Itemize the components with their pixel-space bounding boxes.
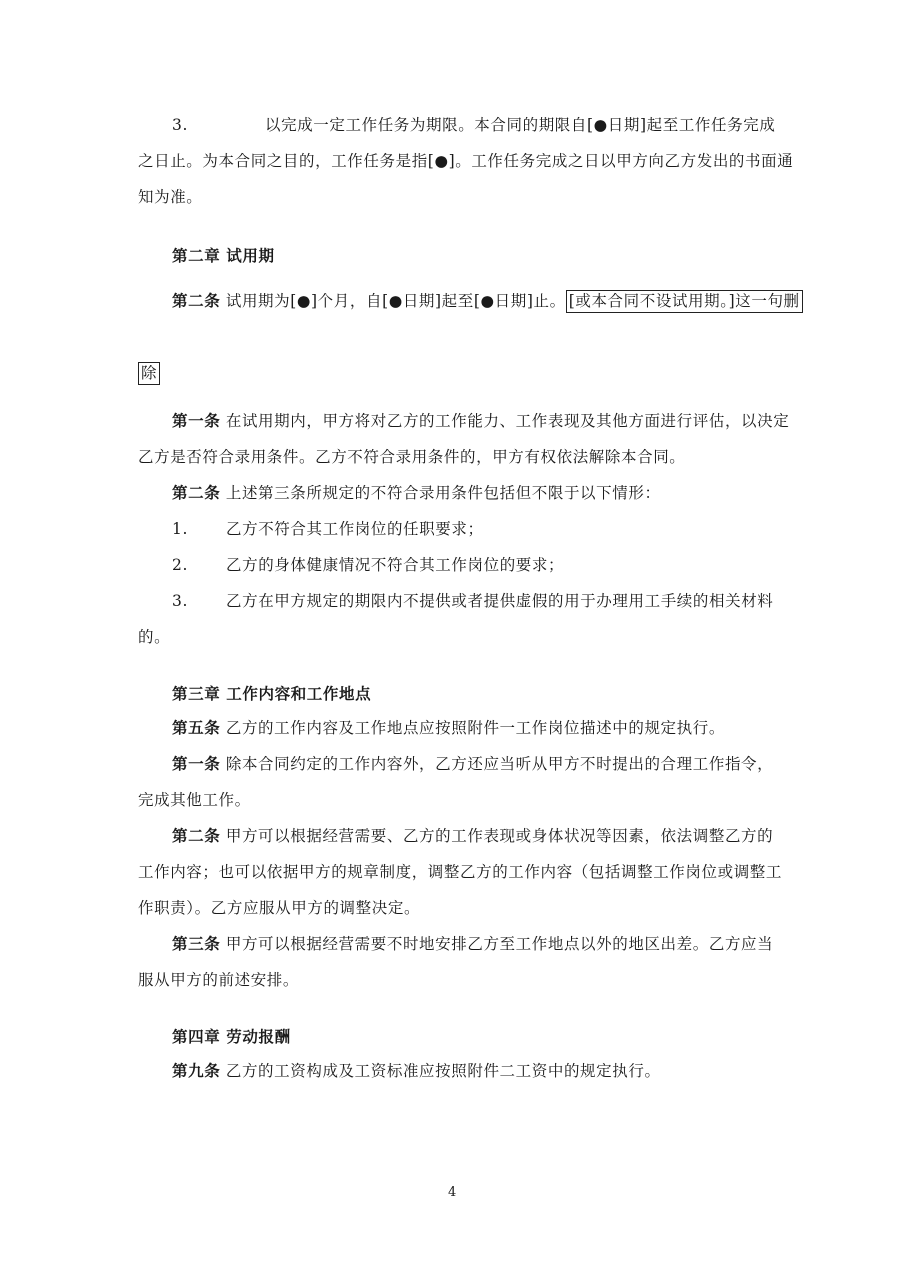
article-text: 试用期为[●]个月，自[●日期]起至[●日期]止。: [225, 292, 566, 310]
article-text: 上述第三条所规定的不符合录用条件包括但不限于以下情形：: [225, 484, 661, 502]
list-item-3-number: 3.: [172, 116, 188, 134]
boxed-comment: [或本合同不设试用期。]这一句删: [566, 290, 803, 313]
boxed-comment-continuation: 除: [138, 362, 160, 385]
article-paragraph: [172, 825, 773, 847]
article-paragraph: [172, 933, 773, 955]
list-item-text: 乙方在甲方规定的期限内不提供或者提供虚假的用于办理用工手续的相关材料: [226, 592, 774, 610]
article-text: 甲方可以根据经营需要不时地安排乙方至工作地点以外的地区出差。乙方应当: [225, 935, 774, 953]
article-label: 第一条: [172, 411, 221, 430]
article-paragraph: [172, 410, 789, 432]
paragraph-line: 完成其他工作。: [138, 791, 251, 809]
chapter-heading: 第四章 劳动报酬: [172, 1027, 291, 1046]
article-paragraph: [172, 717, 725, 739]
article-label: 第九条: [172, 1061, 221, 1080]
paragraph-line: 知为准。: [138, 188, 203, 206]
article-paragraph: [172, 482, 661, 504]
list-item-text: 乙方不符合其工作岗位的任职要求；: [226, 520, 484, 538]
article-paragraph: [172, 1060, 661, 1082]
paragraph-line: 工作内容；也可以依据甲方的规章制度，调整乙方的工作内容（包括调整工作岗位或调整工: [138, 863, 783, 881]
article-label: 第二条: [172, 483, 221, 502]
paragraph-line: 乙方是否符合录用条件。乙方不符合录用条件的，甲方有权依法解除本合同。: [138, 448, 686, 466]
article-text: 在试用期内，甲方将对乙方的工作能力、工作表现及其他方面进行评估，以决定: [225, 412, 790, 430]
paragraph-line: 之日止。为本合同之目的，工作任务是指[●]。工作任务完成之日以甲方向乙方发出的书面通: [138, 152, 794, 170]
article-text: 甲方可以根据经营需要、乙方的工作表现或身体状况等因素，依法调整乙方的: [225, 827, 774, 845]
paragraph-line: 作职责）。乙方应服从甲方的调整决定。: [138, 899, 421, 917]
article-label: 第二条: [172, 826, 221, 845]
chapter-heading: 第二章 试用期: [172, 246, 275, 265]
list-item-number: 2.: [172, 556, 188, 574]
article-label: 第三条: [172, 934, 221, 953]
article-label: 第二条: [172, 291, 221, 310]
list-item-text: 乙方的身体健康情况不符合其工作岗位的要求；: [226, 556, 565, 574]
article-label: 第一条: [172, 754, 221, 773]
paragraph-line: 服从甲方的前述安排。: [138, 971, 300, 989]
article-paragraph: [172, 290, 803, 313]
article-label: 第五条: [172, 718, 221, 737]
list-item-number: 3.: [172, 592, 188, 610]
article-text: 除本合同约定的工作内容外，乙方还应当听从甲方不时提出的合理工作指令，: [225, 755, 774, 773]
chapter-heading: 第三章 工作内容和工作地点: [172, 684, 372, 703]
page-number: 4: [448, 1185, 457, 1200]
list-item-number: 1.: [172, 520, 188, 538]
paragraph-line: 以完成一定工作任务为期限。本合同的期限自[●日期]起至工作任务完成: [265, 116, 776, 134]
article-text: 乙方的工作内容及工作地点应按照附件一工作岗位描述中的规定执行。: [225, 719, 725, 737]
list-item-continuation: 的。: [138, 628, 171, 646]
article-paragraph: [172, 753, 773, 775]
article-text: 乙方的工资构成及工资标准应按照附件二工资中的规定执行。: [225, 1062, 661, 1080]
